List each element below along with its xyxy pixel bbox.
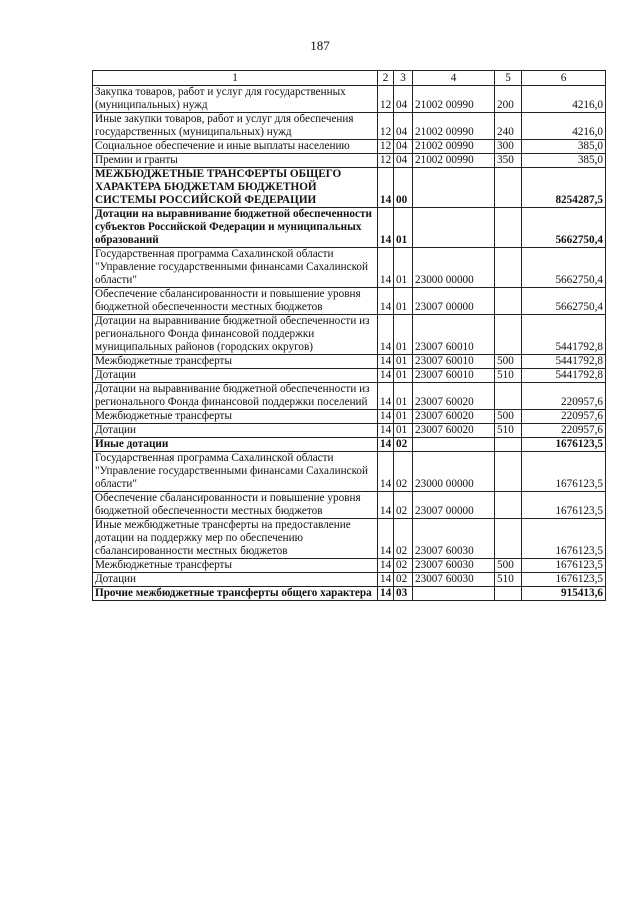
row-target-article: 23007 60010 bbox=[413, 369, 495, 383]
row-name: Межбюджетные трансферты bbox=[93, 410, 378, 424]
row-amount: 5662750,4 bbox=[522, 208, 606, 248]
row-section: 14 bbox=[378, 168, 394, 208]
row-name: Социальное обеспечение и иные выплаты населению bbox=[93, 140, 378, 154]
row-name: Государственная программа Сахалинской области "Управление государственными финансами Сахалинской области" bbox=[93, 248, 378, 288]
row-target-article: 23007 60030 bbox=[413, 573, 495, 587]
row-amount: 5662750,4 bbox=[522, 248, 606, 288]
row-amount: 1676123,5 bbox=[522, 492, 606, 519]
row-amount: 1676123,5 bbox=[522, 559, 606, 573]
row-amount: 8254287,5 bbox=[522, 168, 606, 208]
row-subsection: 04 bbox=[394, 86, 413, 113]
row-amount: 1676123,5 bbox=[522, 519, 606, 559]
row-subsection: 03 bbox=[394, 587, 413, 601]
row-target-article: 23007 60020 bbox=[413, 424, 495, 438]
table-row bbox=[93, 315, 606, 355]
row-amount: 1676123,5 bbox=[522, 438, 606, 452]
table-row bbox=[93, 424, 606, 438]
row-amount: 5441792,8 bbox=[522, 355, 606, 369]
row-subsection: 01 bbox=[394, 288, 413, 315]
row-subsection: 01 bbox=[394, 355, 413, 369]
row-amount: 220957,6 bbox=[522, 410, 606, 424]
row-section: 14 bbox=[378, 410, 394, 424]
row-subsection: 02 bbox=[394, 573, 413, 587]
row-expense-type: 240 bbox=[495, 113, 522, 140]
row-name: Иные закупки товаров, работ и услуг для обеспечения государственных (муниципальных) нужд bbox=[93, 113, 378, 140]
row-target-article: 21002 00990 bbox=[413, 86, 495, 113]
row-subsection: 02 bbox=[394, 519, 413, 559]
row-target-article: 23007 60030 bbox=[413, 519, 495, 559]
row-section: 14 bbox=[378, 519, 394, 559]
row-expense-type: 200 bbox=[495, 86, 522, 113]
budget-table bbox=[92, 70, 606, 601]
row-subsection: 01 bbox=[394, 208, 413, 248]
row-name: Дотации на выравнивание бюджетной обеспеченности из регионального Фонда финансовой поддержки муниципальных районов (городских округов) bbox=[93, 315, 378, 355]
row-expense-type bbox=[495, 587, 522, 601]
table-row bbox=[93, 140, 606, 154]
row-subsection: 01 bbox=[394, 410, 413, 424]
table-row bbox=[93, 288, 606, 315]
row-name: МЕЖБЮДЖЕТНЫЕ ТРАНСФЕРТЫ ОБЩЕГО ХАРАКТЕРА БЮДЖЕТАМ БЮДЖЕТНОЙ СИСТЕМЫ РОССИЙСКОЙ ФЕДЕРАЦИИ bbox=[93, 168, 378, 208]
row-amount: 220957,6 bbox=[522, 383, 606, 410]
column-header: 3 bbox=[394, 71, 413, 86]
table-row bbox=[93, 452, 606, 492]
row-name: Дотации на выравнивание бюджетной обеспеченности из регионального Фонда финансовой поддержки поселений bbox=[93, 383, 378, 410]
row-subsection: 02 bbox=[394, 492, 413, 519]
table-row bbox=[93, 168, 606, 208]
column-header: 5 bbox=[495, 71, 522, 86]
row-amount: 385,0 bbox=[522, 140, 606, 154]
column-header: 4 bbox=[413, 71, 495, 86]
row-target-article: 23007 60010 bbox=[413, 315, 495, 355]
table-row bbox=[93, 208, 606, 248]
row-section: 12 bbox=[378, 140, 394, 154]
row-expense-type: 510 bbox=[495, 424, 522, 438]
row-target-article: 23000 00000 bbox=[413, 248, 495, 288]
row-name: Иные дотации bbox=[93, 438, 378, 452]
row-subsection: 04 bbox=[394, 154, 413, 168]
page-number: 187 bbox=[310, 38, 330, 53]
row-section: 14 bbox=[378, 573, 394, 587]
row-subsection: 01 bbox=[394, 424, 413, 438]
row-expense-type: 510 bbox=[495, 369, 522, 383]
row-subsection: 01 bbox=[394, 315, 413, 355]
row-expense-type bbox=[495, 452, 522, 492]
row-amount: 5441792,8 bbox=[522, 369, 606, 383]
row-subsection: 02 bbox=[394, 438, 413, 452]
column-header: 6 bbox=[522, 71, 606, 86]
row-subsection: 01 bbox=[394, 383, 413, 410]
row-expense-type bbox=[495, 383, 522, 410]
table-row bbox=[93, 113, 606, 140]
row-section: 14 bbox=[378, 452, 394, 492]
row-section: 12 bbox=[378, 154, 394, 168]
row-subsection: 01 bbox=[394, 248, 413, 288]
row-subsection: 00 bbox=[394, 168, 413, 208]
table-row bbox=[93, 519, 606, 559]
row-amount: 1676123,5 bbox=[522, 452, 606, 492]
table-row bbox=[93, 369, 606, 383]
row-section: 14 bbox=[378, 383, 394, 410]
table-row bbox=[93, 492, 606, 519]
row-subsection: 02 bbox=[394, 452, 413, 492]
row-section: 14 bbox=[378, 248, 394, 288]
row-target-article bbox=[413, 587, 495, 601]
row-section: 14 bbox=[378, 492, 394, 519]
row-expense-type bbox=[495, 438, 522, 452]
row-section: 14 bbox=[378, 424, 394, 438]
row-target-article: 21002 00990 bbox=[413, 140, 495, 154]
row-section: 14 bbox=[378, 288, 394, 315]
table-row bbox=[93, 573, 606, 587]
row-name: Межбюджетные трансферты bbox=[93, 355, 378, 369]
row-target-article: 21002 00990 bbox=[413, 154, 495, 168]
header-row bbox=[93, 71, 606, 86]
row-target-article: 23007 00000 bbox=[413, 492, 495, 519]
row-amount: 1676123,5 bbox=[522, 573, 606, 587]
table-row bbox=[93, 355, 606, 369]
row-expense-type: 300 bbox=[495, 140, 522, 154]
row-name: Иные межбюджетные трансферты на предоставление дотации на поддержку мер по обеспечению сбалансированности местных бюджетов bbox=[93, 519, 378, 559]
row-expense-type: 500 bbox=[495, 355, 522, 369]
row-expense-type bbox=[495, 208, 522, 248]
row-name: Дотации bbox=[93, 424, 378, 438]
row-name: Закупка товаров, работ и услуг для государственных (муниципальных) нужд bbox=[93, 86, 378, 113]
column-header: 2 bbox=[378, 71, 394, 86]
row-name: Дотации bbox=[93, 369, 378, 383]
row-name: Обеспечение сбалансированности и повышение уровня бюджетной обеспеченности местных бюджетов bbox=[93, 288, 378, 315]
table-row bbox=[93, 154, 606, 168]
row-expense-type bbox=[495, 315, 522, 355]
row-amount: 4216,0 bbox=[522, 86, 606, 113]
row-amount: 4216,0 bbox=[522, 113, 606, 140]
row-target-article: 23007 60020 bbox=[413, 410, 495, 424]
row-name: Дотации на выравнивание бюджетной обеспеченности субъектов Российской Федерации и муниципальных образований bbox=[93, 208, 378, 248]
table-row bbox=[93, 383, 606, 410]
row-section: 14 bbox=[378, 369, 394, 383]
row-target-article: 23007 60020 bbox=[413, 383, 495, 410]
row-target-article bbox=[413, 438, 495, 452]
table-row bbox=[93, 559, 606, 573]
row-target-article: 23007 00000 bbox=[413, 288, 495, 315]
table-row bbox=[93, 587, 606, 601]
row-name: Премии и гранты bbox=[93, 154, 378, 168]
table-row bbox=[93, 248, 606, 288]
row-name: Обеспечение сбалансированности и повышение уровня бюджетной обеспеченности местных бюджетов bbox=[93, 492, 378, 519]
row-name: Дотации bbox=[93, 573, 378, 587]
row-amount: 220957,6 bbox=[522, 424, 606, 438]
row-target-article: 23000 00000 bbox=[413, 452, 495, 492]
row-section: 14 bbox=[378, 315, 394, 355]
row-section: 12 bbox=[378, 86, 394, 113]
row-name: Прочие межбюджетные трансферты общего характера bbox=[93, 587, 378, 601]
row-subsection: 02 bbox=[394, 559, 413, 573]
row-target-article: 23007 60030 bbox=[413, 559, 495, 573]
row-section: 14 bbox=[378, 438, 394, 452]
row-expense-type bbox=[495, 492, 522, 519]
row-amount: 385,0 bbox=[522, 154, 606, 168]
row-expense-type: 350 bbox=[495, 154, 522, 168]
row-section: 14 bbox=[378, 208, 394, 248]
row-expense-type: 500 bbox=[495, 410, 522, 424]
row-section: 12 bbox=[378, 113, 394, 140]
row-name: Государственная программа Сахалинской области "Управление государственными финансами Сахалинской области" bbox=[93, 452, 378, 492]
row-target-article: 21002 00990 bbox=[413, 113, 495, 140]
row-expense-type: 500 bbox=[495, 559, 522, 573]
row-amount: 5441792,8 bbox=[522, 315, 606, 355]
table-row bbox=[93, 438, 606, 452]
row-amount: 915413,6 bbox=[522, 587, 606, 601]
row-section: 14 bbox=[378, 355, 394, 369]
table-row bbox=[93, 410, 606, 424]
row-expense-type bbox=[495, 519, 522, 559]
row-target-article bbox=[413, 208, 495, 248]
row-subsection: 04 bbox=[394, 140, 413, 154]
row-expense-type bbox=[495, 168, 522, 208]
row-amount: 5662750,4 bbox=[522, 288, 606, 315]
row-target-article bbox=[413, 168, 495, 208]
row-section: 14 bbox=[378, 559, 394, 573]
row-name: Межбюджетные трансферты bbox=[93, 559, 378, 573]
row-section: 14 bbox=[378, 587, 394, 601]
column-header: 1 bbox=[93, 71, 378, 86]
row-expense-type bbox=[495, 248, 522, 288]
row-expense-type: 510 bbox=[495, 573, 522, 587]
row-expense-type bbox=[495, 288, 522, 315]
row-target-article: 23007 60010 bbox=[413, 355, 495, 369]
row-subsection: 01 bbox=[394, 369, 413, 383]
table-row bbox=[93, 86, 606, 113]
row-subsection: 04 bbox=[394, 113, 413, 140]
